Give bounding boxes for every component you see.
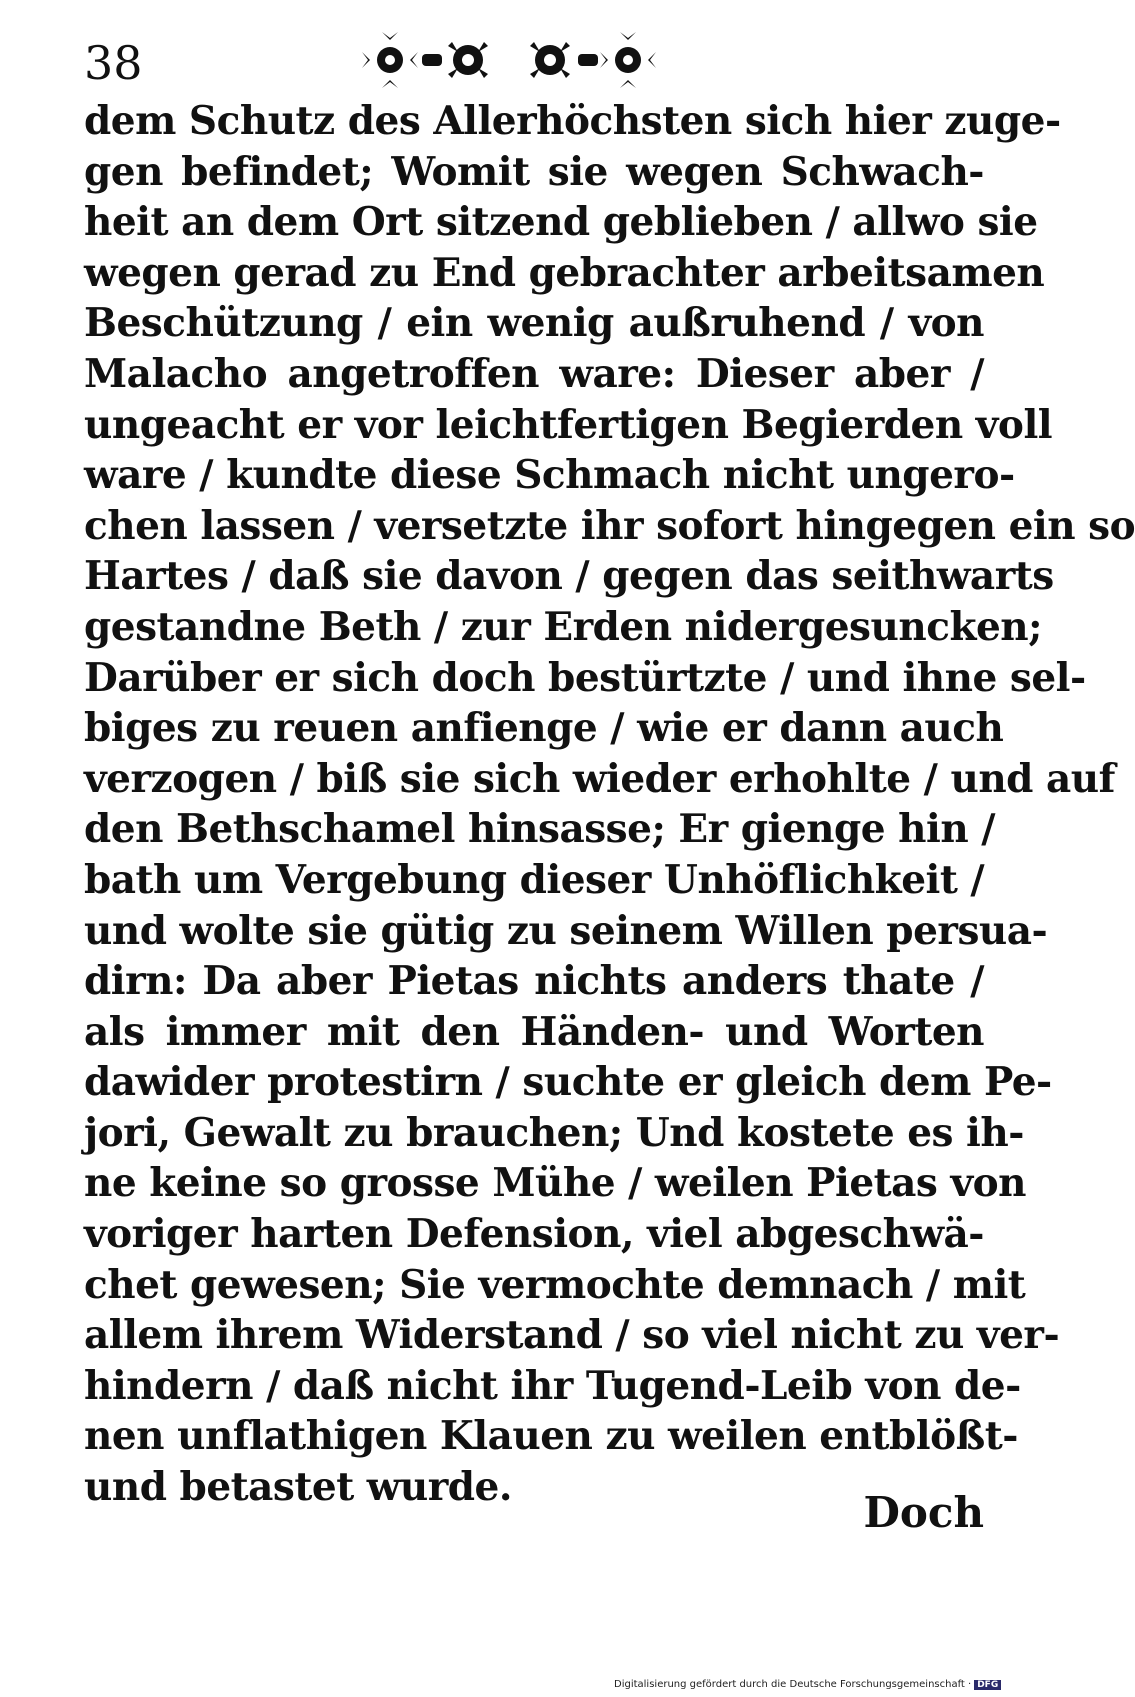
text-line: verzogen / biß sie sich wieder erhohlte / und auf	[84, 755, 1115, 802]
text-line: hindern / daß nicht ihr Tugend-Leib von de-	[84, 1362, 1021, 1409]
text-line: ne keine so grosse Mühe / weilen Pietas von	[84, 1160, 1026, 1207]
text-line: Darüber er sich doch bestürtzte / und ihne sel-	[84, 654, 1086, 701]
text-line: Malacho angetroffen ware: Dieser aber /	[84, 350, 984, 397]
text-line: biges zu reuen anfienge / wie er dann auch	[84, 705, 1004, 752]
text-line: gen befindet; Womit sie wegen Schwach-	[84, 148, 984, 195]
text-line: als immer mit den Händen- und Worten	[84, 1008, 984, 1055]
text-line: Beschützung / ein wenig außruhend / von	[84, 300, 984, 347]
text-line: nen unflathigen Klauen zu weilen entblößt-	[84, 1413, 1018, 1460]
text-line: voriger harten Defension, viel abgeschwä-	[84, 1211, 984, 1258]
footer-text: Digitalisierung gefördert durch die Deutsche Forschungsgemeinschaft ·	[614, 1679, 972, 1690]
page-number: 38	[84, 36, 143, 90]
text-line: Hartes / daß sie davon / gegen das seithwarts	[84, 553, 1054, 600]
text-line: dirn: Da aber Pietas nichts anders thate /	[84, 958, 984, 1005]
text-line: chet gewesen; Sie vermochte demnach / mit	[84, 1261, 1026, 1308]
text-line: wegen gerad zu End gebrachter arbeitsamen	[84, 249, 1045, 296]
text-line: bath um Vergebung dieser Unhöflichkeit /	[84, 856, 985, 903]
catchword: Doch	[863, 1488, 984, 1537]
text-line: ware / kundte diese Schmach nicht ungero-	[84, 452, 1015, 499]
text-line: jori, Gewalt zu brauchen; Und kostete es ih-	[84, 1109, 1024, 1156]
text-line: den Bethschamel hinsasse; Er gienge hin /	[84, 806, 996, 853]
text-line: dawider protestirn / suchte er gleich dem Pe-	[84, 1059, 1052, 1106]
body-text	[84, 96, 1135, 1513]
text-line: dem Schutz des Allerhöchsten sich hier zuge-	[84, 98, 1061, 144]
text-line: und betastet wurde.	[84, 1464, 512, 1511]
text-line: allem ihrem Widerstand / so viel nicht zu ver-	[84, 1312, 1060, 1359]
flower-ornament-icon	[360, 30, 660, 90]
text-line: gestandne Beth / zur Erden nidergesuncken;	[84, 603, 1043, 650]
text-line: heit an dem Ort sitzend geblieben / allwo sie	[84, 199, 1038, 246]
text-line: ungeacht er vor leichtfertigen Begierden voll	[84, 401, 1053, 448]
text-line: chen lassen / versetzte ihr sofort hingegen ein so	[84, 502, 1135, 549]
text-line: und wolte sie gütig zu seinem Willen persua-	[84, 907, 1048, 954]
digitization-footer	[614, 1679, 1001, 1690]
dfg-logo: DFG	[974, 1680, 1001, 1690]
